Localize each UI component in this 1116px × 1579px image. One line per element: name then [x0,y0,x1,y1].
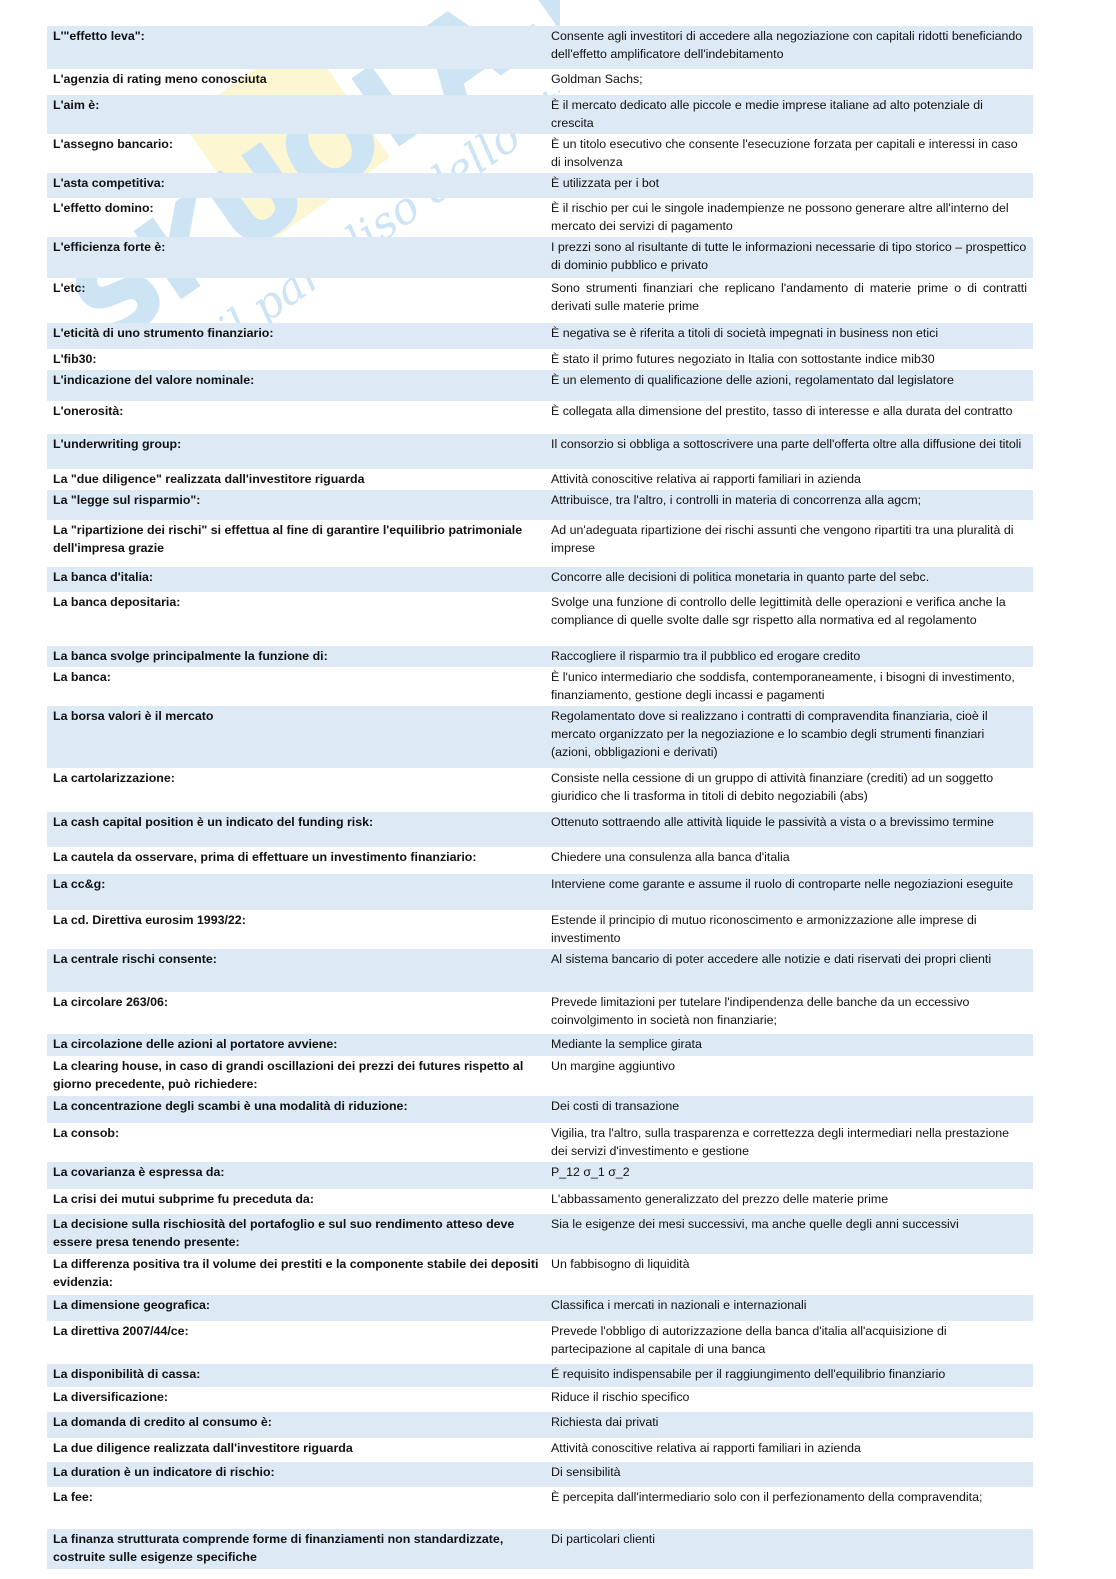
table-row [47,1364,1033,1387]
answer-cell: I prezzi sono al risultante di tutte le informazioni necessarie di tipo storico – prospettico di dominio pubblico e privato [545,237,1033,278]
question-cell: La dimensione geografica: [47,1295,545,1321]
question-cell: La decisione sulla rischiosità del portafoglio e sul suo rendimento atteso deve essere presa tenendo presente: [47,1214,545,1254]
table-row [47,1189,1033,1214]
table-row [47,401,1033,434]
answer-cell: Interviene come garante e assume il ruolo di controparte nelle negoziazioni eseguite [545,874,1033,910]
table-row [47,1034,1033,1056]
question-cell: La due diligence realizzata dall'investitore riguarda [53,1441,353,1455]
answer-cell: È un titolo esecutivo che consente l'esecuzione forzata per capitali e interessi in caso di insolvenza [551,137,1018,169]
question-cell: L'asta competitiva: [47,173,545,198]
table-row [47,1123,1033,1162]
answer-cell: Il consorzio si obbliga a sottoscrivere una parte dell'offerta oltre alla diffusione dei titoli [545,434,1033,469]
answer-cell: Regolamentato dove si realizzano i contratti di compravendita finanziaria, cioè il mercato organizzato per la negoziazione e lo scambio degli strumenti finanziari (azioni, obbligazioni e derivati) [545,706,1033,768]
answer-cell: Vigilia, tra l'altro, sulla trasparenza e correttezza degli intermediari nella prestazione dei servizi d'investimento e gestione [551,1126,1010,1158]
answer-cell: Prevede limitazioni per tutelare l'indipendenza delle banche da un eccessivo coinvolgimento in società non finanziarie; [551,995,970,1027]
watermark-tagline: dello studente [411,0,560,215]
table-row [47,278,1033,323]
question-cell: La "legge sul risparmio": [47,490,545,520]
question-cell: L'underwriting group: [47,434,545,469]
table-row [47,812,1033,847]
table-row [47,1487,1033,1529]
answer-cell: Richiesta dai privati [545,1412,1033,1438]
answer-cell: Riduce il rischio specifico [551,1390,690,1404]
table-row [47,847,1033,874]
question-cell: La cc&g: [47,874,545,910]
question-cell: L'agenzia di rating meno conosciuta [53,72,267,86]
answer-cell: Concorre alle decisioni di politica monetaria in quanto parte del sebc. [545,567,1033,592]
answer-cell: Attribuisce, tra l'altro, i controlli in materia di concorrenza alla agcm; [545,490,1033,520]
answer-cell: Attività conoscitive relativa ai rapporti familiari in azienda [551,472,861,486]
answer-cell: Consiste nella cessione di un gruppo di attività finanziare (crediti) ad un soggetto giuridico che li trasforma in titoli di debito negoziabili (abs) [551,771,994,803]
answer-cell: È il mercato dedicato alle piccole e medie imprese italiane ad alto potenziale di crescita [545,95,1033,134]
answer-cell: Sono strumenti finanziari che replicano l'andamento di materie prime o di contratti derivati sulle materie prime [551,281,1027,313]
table-row [47,1387,1033,1412]
answer-cell: Attività conoscitive relativa ai rapporti familiari in azienda [551,1441,861,1455]
answer-cell: Un fabbisogno di liquidità [551,1257,690,1271]
answer-cell: Estende il principio di mutuo riconoscimento e armonizzazione alle imprese di investimento [551,913,977,945]
question-cell: L'assegno bancario: [53,137,173,151]
question-cell: La banca d'italia: [47,567,545,592]
table-row [47,992,1033,1034]
table-row [47,874,1033,910]
question-cell: La covarianza è espressa da: [47,1162,545,1189]
answer-cell: Raccogliere il risparmio tra il pubblico ed erogare credito [545,646,1033,667]
question-cell: La cautela da osservare, prima di effettuare un investimento finanziario: [53,850,477,864]
question-cell: La disponibilità di cassa: [47,1364,545,1387]
answer-cell: É requisito indispensabile per il raggiungimento dell'equilibrio finanziario [545,1364,1033,1387]
question-cell: La borsa valori è il mercato [47,706,545,768]
table-row [47,237,1033,278]
question-cell: La differenza positiva tra il volume dei prestiti e la componente stabile dei depositi evidenzia: [53,1257,539,1289]
table-row [47,1462,1033,1487]
question-cell: L'"effetto leva": [47,26,545,69]
table-row [47,134,1033,173]
table-row [47,1214,1033,1254]
answer-cell: Chiedere una consulenza alla banca d'italia [551,850,790,864]
answer-cell: Ottenuto sottraendo alle attività liquide le passività a vista o a brevissimo termine [545,812,1033,847]
question-cell: La banca svolge principalmente la funzione di: [47,646,545,667]
table-row [47,1254,1033,1295]
table-row [47,567,1033,592]
answer-cell: È utilizzata per i bot [545,173,1033,198]
question-cell: La duration è un indicatore di rischio: [47,1462,545,1487]
question-cell: La "ripartizione dei rischi" si effettua al fine di garantire l'equilibrio patrimoniale dell'impresa grazie [53,523,523,555]
table-row [47,434,1033,469]
table-row [47,370,1033,401]
answer-cell: Ad un'adeguata ripartizione dei rischi assunti che vengono ripartiti tra una pluralità di imprese [551,523,1014,555]
table-row [47,1096,1033,1123]
table-row [47,1412,1033,1438]
answer-cell: È un elemento di qualificazione delle azioni, regolamentato dal legislatore [545,370,1033,401]
table-row [47,69,1033,95]
answer-cell: È l'unico intermediario che soddisfa, contemporaneamente, i bisogni di investimento, finanziamento, gestione degli incassi e pagamenti [551,670,1015,702]
table-row [47,910,1033,949]
question-cell: La banca: [53,670,111,684]
question-cell: La cartolarizzazione: [53,771,175,785]
question-cell: La direttiva 2007/44/ce: [53,1324,189,1338]
answer-cell: È collegata alla dimensione del prestito, tasso di interesse e alla durata del contratto [551,404,1013,418]
table-row [47,1295,1033,1321]
question-cell: L'indicazione del valore nominale: [47,370,545,401]
question-cell: La banca depositaria: [53,595,181,609]
answer-cell: Sia le esigenze dei mesi successivi, ma anche quelle degli anni successivi [545,1214,1033,1254]
table-row [47,706,1033,768]
table-row [47,520,1033,567]
qa-table-body [47,26,1033,1569]
table-row [47,1056,1033,1096]
question-cell: La cd. Direttiva eurosim 1993/22: [53,913,246,927]
table-row [47,768,1033,812]
table-row [47,949,1033,992]
question-cell: La concentrazione degli scambi è una modalità di riduzione: [47,1096,545,1123]
answer-cell: Goldman Sachs; [551,72,643,86]
table-row [47,26,1033,69]
question-cell: L'etc: [53,281,86,295]
question-cell: La clearing house, in caso di grandi oscillazioni dei prezzi dei futures rispetto al giorno precedente, può richiedere: [53,1059,524,1091]
answer-cell: P_12 σ_1 σ_2 [545,1162,1033,1189]
qa-table [47,26,1033,1569]
table-row [47,592,1033,646]
table-row [47,95,1033,134]
answer-cell: Svolge una funzione di controllo delle legittimità delle operazioni e verifica anche la compliance di quelle svolte dalle sgr rispetto alla normativa ed al regolamento [551,595,1006,627]
answer-cell: Prevede l'obbligo di autorizzazione della banca d'italia all'acquisizione di partecipazione al capitale di una banca [551,1324,947,1356]
question-cell: La centrale rischi consente: [47,949,545,992]
question-cell: La crisi dei mutui subprime fu preceduta da: [53,1192,314,1206]
answer-cell: Classifica i mercati in nazionali e internazionali [545,1295,1033,1321]
question-cell: L'fib30: [53,352,97,366]
answer-cell: È negativa se è riferita a titoli di società impegnati in business non etici [545,323,1033,349]
table-row [47,173,1033,198]
answer-cell: Consente agli investitori di accedere alla negoziazione con capitali ridotti beneficiando dell'effetto amplificatore dell'indebitamento [545,26,1033,69]
answer-cell: L'abbassamento generalizzato del prezzo delle materie prime [551,1192,889,1206]
question-cell: L'aim è: [47,95,545,134]
table-row [47,1321,1033,1364]
table-row [47,349,1033,370]
table-row [47,490,1033,520]
table-row [47,667,1033,706]
answer-cell: È percepita dall'intermediario solo con il perfezionamento della compravendita; [551,1490,983,1504]
answer-cell: Un margine aggiuntivo [551,1059,675,1073]
question-cell: La finanza strutturata comprende forme di finanziamenti non standardizzate, costruite sulle esigenze specifiche [47,1529,545,1569]
table-row [47,1438,1033,1462]
question-cell: L'effetto domino: [53,201,154,215]
question-cell: L'onerosità: [53,404,124,418]
question-cell: La circolazione delle azioni al portatore avviene: [47,1034,545,1056]
answer-cell: Al sistema bancario di poter accedere alle notizie e dati riservati dei propri clienti [545,949,1033,992]
question-cell: La consob: [53,1126,120,1140]
table-row [47,469,1033,490]
answer-cell: È il rischio per cui le singole inadempienze ne possono generare altre all'interno del mercato dei servizi di pagamento [551,201,1009,233]
question-cell: La fee: [53,1490,93,1504]
question-cell: La circolare 263/06: [53,995,169,1009]
question-cell: La "due diligence" realizzata dall'investitore riguarda [53,472,365,486]
question-cell: La diversificazione: [53,1390,168,1404]
answer-cell: Mediante la semplice girata [545,1034,1033,1056]
table-row [47,646,1033,667]
table-row [47,1529,1033,1569]
table-row [47,198,1033,237]
question-cell: La cash capital position è un indicato del funding risk: [47,812,545,847]
answer-cell: Dei costi di transazione [545,1096,1033,1123]
answer-cell: Di particolari clienti [545,1529,1033,1569]
answer-cell: È stato il primo futures negoziato in Italia con sottostante indice mib30 [551,352,935,366]
table-row [47,1162,1033,1189]
question-cell: L'eticità di uno strumento finanziario: [47,323,545,349]
question-cell: La domanda di credito al consumo è: [47,1412,545,1438]
table-row [47,323,1033,349]
answer-cell: Di sensibilità [545,1462,1033,1487]
question-cell: L'efficienza forte è: [47,237,545,278]
